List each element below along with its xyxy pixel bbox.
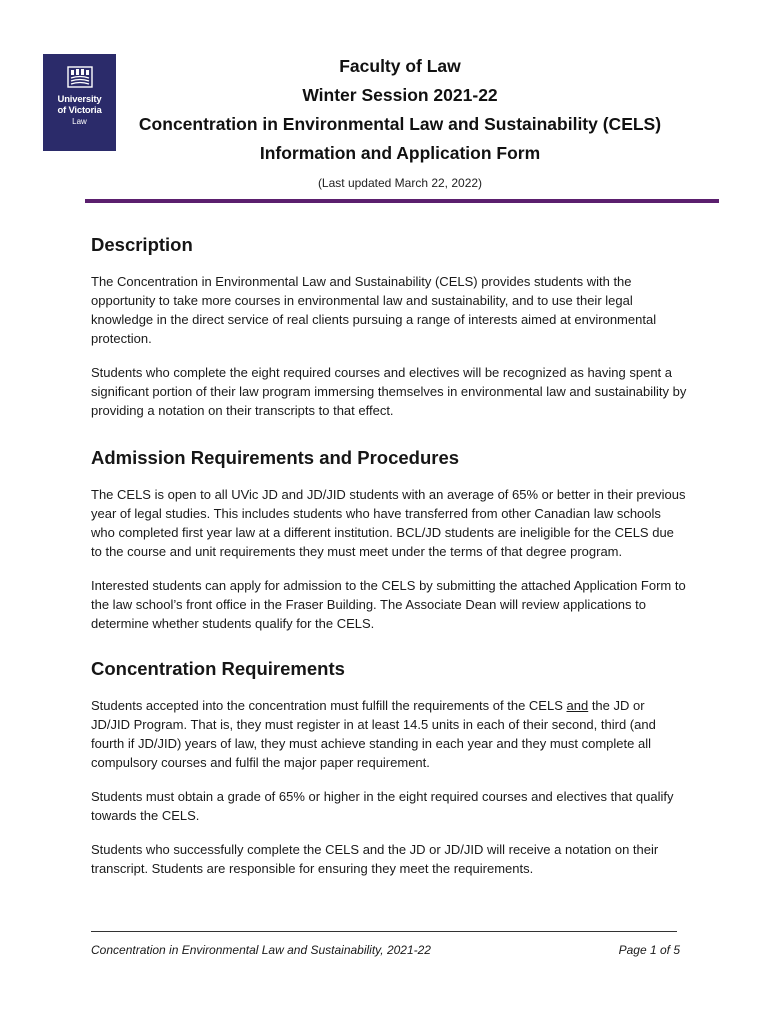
description-section — [91, 231, 687, 420]
page-number: Page 1 of 5 — [618, 943, 680, 957]
concentration-p1-start: Students accepted into the concentration must fulfill the requirements of the CELS — [91, 698, 567, 713]
document-header — [120, 52, 680, 192]
concentration-paragraph-3: Students who successfully complete the CELS and the JD or JD/JID will receive a notation on their transcript. Students are responsible for ensuring they meet the requirements. — [91, 842, 659, 876]
footer-title: Concentration in Environmental Law and Sustainability, 2021-22 — [91, 943, 431, 957]
faculty-title: Faculty of Law — [339, 56, 461, 76]
session-title: Winter Session 2021-22 — [302, 85, 498, 105]
logo-text-law: Law — [72, 117, 87, 126]
crest-icon — [67, 66, 93, 88]
admission-section — [91, 444, 687, 633]
underlined-and: and — [566, 698, 589, 713]
footer-divider — [91, 931, 677, 932]
university-logo — [43, 54, 116, 151]
concentration-paragraph-1 — [91, 696, 687, 772]
logo-text-victoria: of Victoria — [57, 105, 102, 116]
concentration-p1-end: the JD or JD/JID Program. That is, they must register in at least 14.5 units in each of their second, third (and fourth if JD/JID) years of law, they must achieve standing in each year and they must complete all compulsory courses and fulfil the major paper requirement. — [91, 698, 656, 770]
description-paragraph-1: The Concentration in Environmental Law and Sustainability (CELS) provides students with the opportunity to take more courses in environmental law and sustainability, and to use their legal knowledge in the direct service of real clients pursuing a range of interests aimed at environmental protection. — [91, 274, 657, 346]
concentration-section — [91, 655, 687, 878]
program-title: Concentration in Environmental Law and Sustainability (CELS) — [138, 114, 662, 134]
description-heading: Description — [91, 234, 193, 255]
admission-paragraph-1: The CELS is open to all UVic JD and JD/JID students with an average of 65% or better in their previous year of legal studies. This includes students who have transferred from other Canadian law schools who completed first year law at a different institution. BCL/JD students are ineligible for the CELS due to the course and unit requirements they must meet under the terms of that degree program. — [91, 487, 686, 559]
last-updated: (Last updated March 22, 2022) — [317, 176, 483, 190]
admission-paragraph-2: Interested students can apply for admission to the CELS by submitting the attached Application Form to the law school’s front office in the Fraser Building. The Associate Dean will review applications to determine whether students qualify for the CELS. — [91, 578, 686, 631]
header-divider — [85, 199, 719, 203]
document-body — [91, 231, 687, 893]
concentration-heading: Concentration Requirements — [91, 658, 345, 679]
admission-heading: Admission Requirements and Procedures — [91, 447, 460, 468]
logo-text-university: University — [57, 94, 102, 105]
concentration-paragraph-2: Students must obtain a grade of 65% or higher in the eight required courses and electives that qualify towards the CELS. — [91, 789, 674, 823]
form-title: Information and Application Form — [259, 143, 541, 163]
description-paragraph-2: Students who complete the eight required courses and electives will be recognized as having spent a significant portion of their law program immersing themselves in environmental law and sustainability by providing a notation on their transcripts to that effect. — [91, 365, 687, 418]
page-footer — [91, 943, 680, 957]
